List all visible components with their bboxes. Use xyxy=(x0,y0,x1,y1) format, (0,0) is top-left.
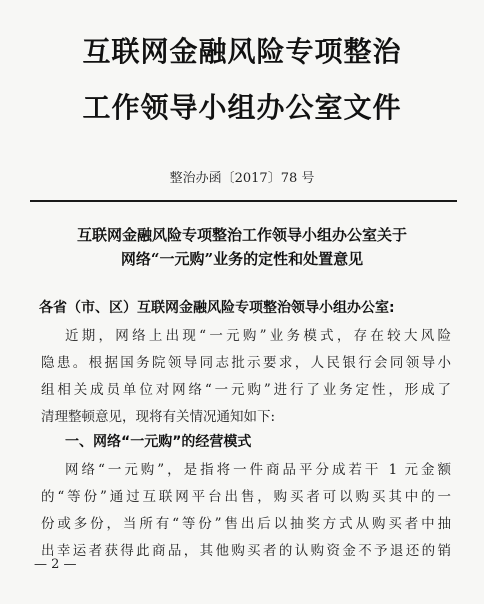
paragraph1-line: 近期，网络上出现“一元购”业务模式，存在较大风险 xyxy=(65,328,451,344)
paragraph1-line: 组相关成员单位对网络“一元购”进行了业务定性，形成了 xyxy=(41,382,451,398)
section1-line: 网络“一元购”，是指将一件商品平分成若干 1 元金额 xyxy=(65,462,451,478)
header-title-line2: 工作领导小组办公室文件 xyxy=(82,91,402,124)
section1-line: 份或多份，当所有“等份”售出后以抽奖方式从购买者中抽 xyxy=(41,516,451,532)
header-divider xyxy=(30,200,457,202)
header-title-line1: 互联网金融风险专项整治 xyxy=(82,35,402,68)
section1-line: 出幸运者获得此商品，其他购买者的认购资金不予退还的销 xyxy=(41,543,451,559)
paragraph1-line: 清理整顿意见，现将有关情况通知如下: xyxy=(41,409,276,425)
document-number: 整治办函〔2017〕78 号 xyxy=(169,171,315,186)
paragraph1-line: 隐患。根据国务院领导同志批示要求，人民银行会同领导小 xyxy=(41,355,451,371)
document-title-line2: 网络“一元购”业务的定性和处置意见 xyxy=(120,250,364,268)
document-title-line1: 互联网金融风险专项整治工作领导小组办公室关于 xyxy=(76,226,407,244)
page-number: — 2 — xyxy=(34,557,77,572)
salutation: 各省（市、区）互联网金融风险专项整治领导小组办公室: xyxy=(39,300,395,316)
section1-line: 的“等份”通过互联网平台出售，购买者可以购买其中的一 xyxy=(41,489,451,505)
section1-heading: 一、网络“一元购”的经营模式 xyxy=(65,434,252,450)
